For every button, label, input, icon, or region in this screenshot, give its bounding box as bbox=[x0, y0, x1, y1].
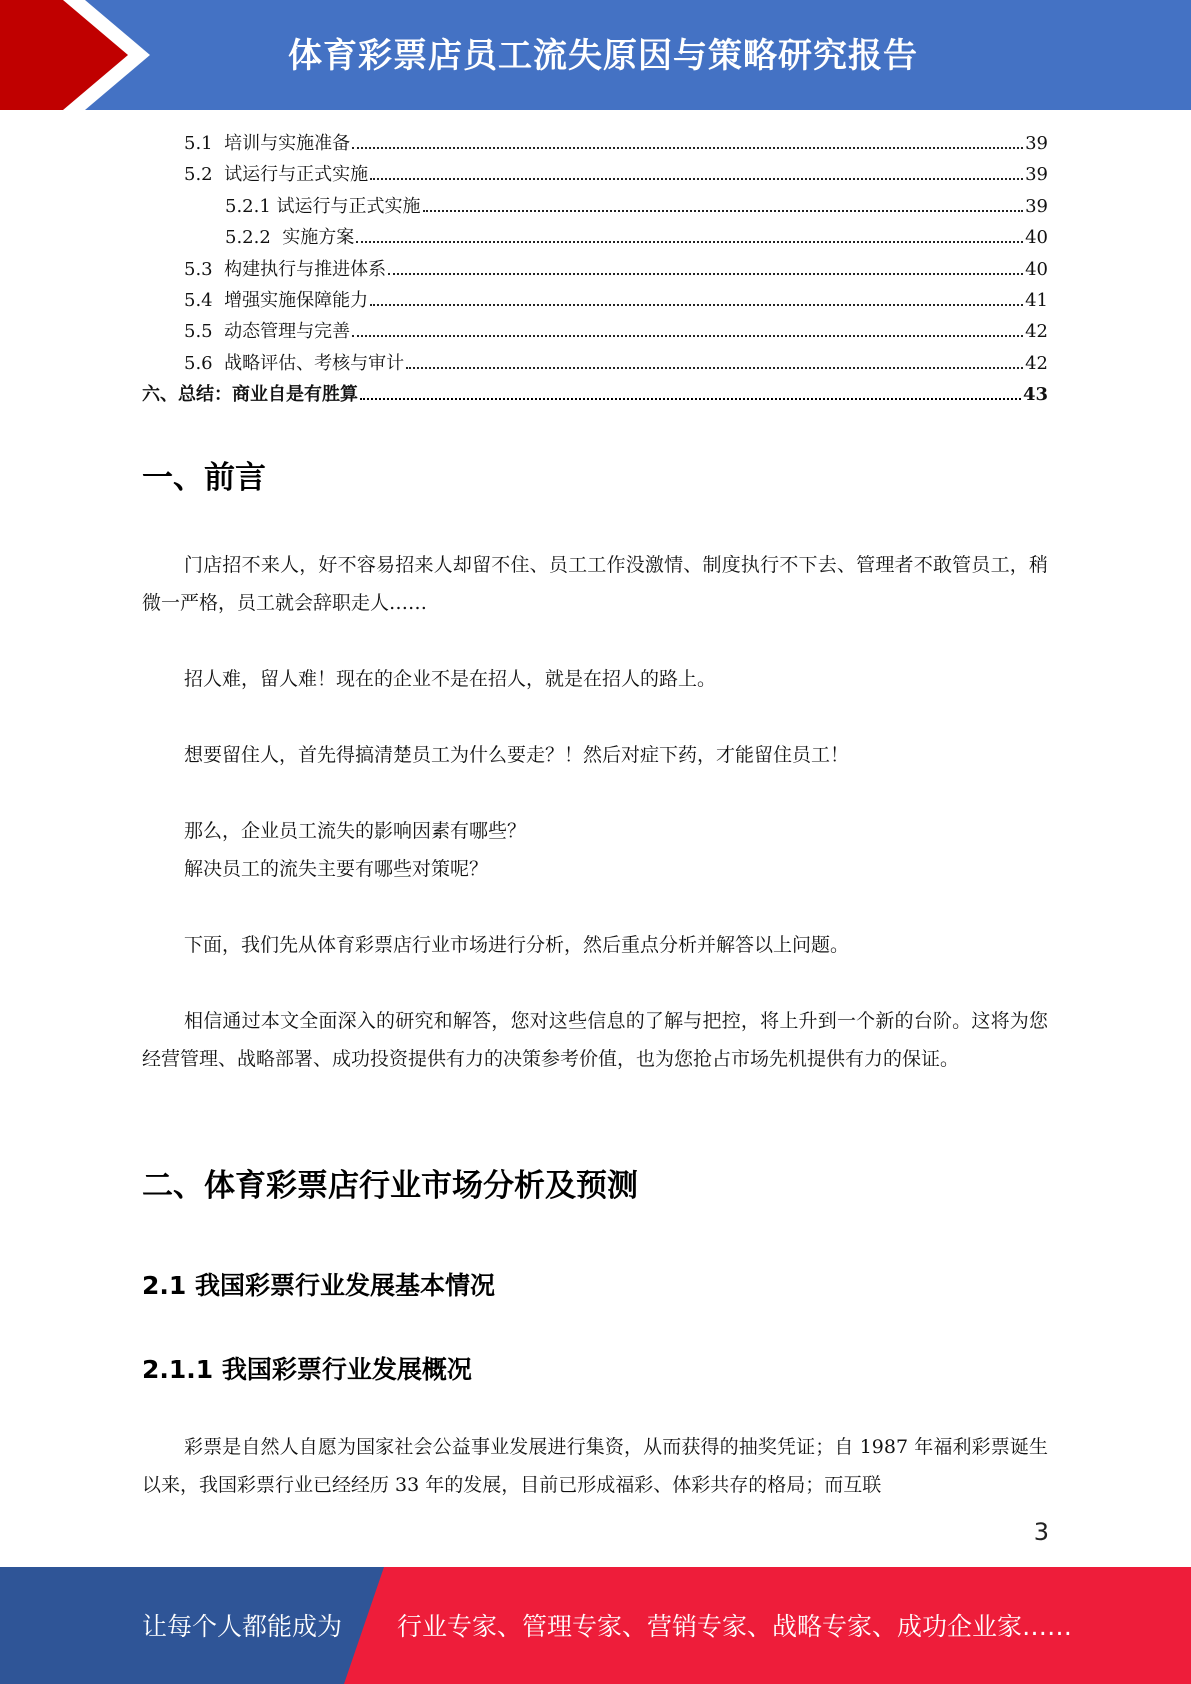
toc-dot-leader bbox=[388, 272, 1023, 275]
toc-entry[interactable] bbox=[142, 285, 1048, 316]
subsubsection-heading: 2.1.1 我国彩票行业发展概况 bbox=[142, 1355, 472, 1384]
section-heading-preface: 一、前言 bbox=[142, 460, 266, 496]
toc-entry-page: 40 bbox=[1025, 258, 1048, 280]
toc-entry-page: 40 bbox=[1025, 227, 1048, 249]
footer-slogan-left: 让每个人都能成为 bbox=[142, 1612, 343, 1641]
toc-entry-label: 5.3 构建执行与推进体系 bbox=[184, 258, 387, 280]
paragraph: 招人难，留人难！现在的企业不是在招人，就是在招人的路上。 bbox=[184, 668, 717, 690]
toc-entry-label: 5.2 试运行与正式实施 bbox=[184, 164, 369, 186]
toc-dot-leader bbox=[370, 177, 1023, 180]
report-title: 体育彩票店员工流失原因与策略研究报告 bbox=[288, 36, 918, 76]
paragraph: 彩票是自然人自愿为国家社会公益事业发展进行集资，从而获得的抽奖凭证；自 1987 年福利彩票诞生以来，我国彩票行业已经经历 33 年的发展，目前已形成福彩、体彩共存的格局；而互联 bbox=[142, 1436, 1048, 1496]
toc-dot-leader bbox=[370, 303, 1023, 306]
toc-entry-label: 5.6 战略评估、考核与审计 bbox=[184, 352, 405, 374]
toc-entry-label: 5.2.2 实施方案 bbox=[225, 227, 355, 249]
page-header bbox=[0, 0, 1191, 110]
toc-entry[interactable] bbox=[142, 222, 1048, 253]
paragraph: 门店招不来人，好不容易招来人却留不住、员工工作没激情、制度执行不下去、管理者不敢管员工，稍微一严格，员工就会辞职走人…… bbox=[142, 554, 1048, 614]
toc-entry[interactable] bbox=[142, 128, 1048, 159]
toc-entry-page: 39 bbox=[1025, 164, 1048, 186]
table-of-contents bbox=[142, 128, 1048, 411]
toc-dot-leader bbox=[360, 397, 1021, 400]
toc-entry[interactable] bbox=[142, 191, 1048, 222]
paragraph: 解决员工的流失主要有哪些对策呢？ bbox=[184, 858, 489, 880]
subsection-heading: 2.1 我国彩票行业发展基本情况 bbox=[142, 1271, 495, 1300]
toc-dot-leader bbox=[352, 334, 1023, 337]
toc-entry[interactable] bbox=[142, 348, 1048, 379]
toc-entry-page: 43 bbox=[1022, 384, 1048, 406]
section-heading-market-analysis: 二、体育彩票店行业市场分析及预测 bbox=[142, 1168, 638, 1204]
paragraph: 相信通过本文全面深入的研究和解答，您对这些信息的了解与把控，将上升到一个新的台阶。这将为您经营管理、战略部署、成功投资提供有力的决策参考价值，也为您抢占市场先机提供有力的保证。 bbox=[142, 1010, 1048, 1070]
page-number: 3 bbox=[1033, 1518, 1049, 1546]
paragraph: 下面，我们先从体育彩票店行业市场进行分析，然后重点分析并解答以上问题。 bbox=[184, 934, 850, 956]
toc-entry-label: 5.2.1 试运行与正式实施 bbox=[225, 195, 421, 217]
toc-entry-page: 42 bbox=[1025, 352, 1048, 374]
toc-entry-page: 39 bbox=[1025, 195, 1048, 217]
toc-entry-label: 5.5 动态管理与完善 bbox=[184, 321, 351, 343]
toc-dot-leader bbox=[423, 209, 1024, 212]
toc-entry-label: 5.4 增强实施保障能力 bbox=[184, 289, 369, 311]
toc-entry-label: 六、总结：商业自是有胜算 bbox=[142, 384, 358, 406]
toc-dot-leader bbox=[356, 240, 1023, 243]
paragraph: 那么，企业员工流失的影响因素有哪些？ bbox=[184, 820, 527, 842]
footer-slogan-right: 行业专家、管理专家、营销专家、战略专家、成功企业家…… bbox=[397, 1612, 1073, 1641]
toc-entry[interactable] bbox=[142, 379, 1048, 410]
page-footer bbox=[0, 1567, 1191, 1684]
toc-dot-leader bbox=[406, 366, 1023, 369]
toc-entry-page: 42 bbox=[1025, 321, 1048, 343]
paragraph: 想要留住人，首先得搞清楚员工为什么要走？！然后对症下药，才能留住员工！ bbox=[184, 744, 850, 766]
toc-entry-label: 5.1 培训与实施准备 bbox=[184, 133, 351, 154]
toc-entry[interactable] bbox=[142, 254, 1048, 285]
toc-dot-leader bbox=[352, 146, 1023, 149]
toc-entry-page: 39 bbox=[1025, 133, 1048, 154]
toc-entry[interactable] bbox=[142, 159, 1048, 190]
toc-entry[interactable] bbox=[142, 316, 1048, 347]
toc-entry-page: 41 bbox=[1025, 289, 1048, 311]
